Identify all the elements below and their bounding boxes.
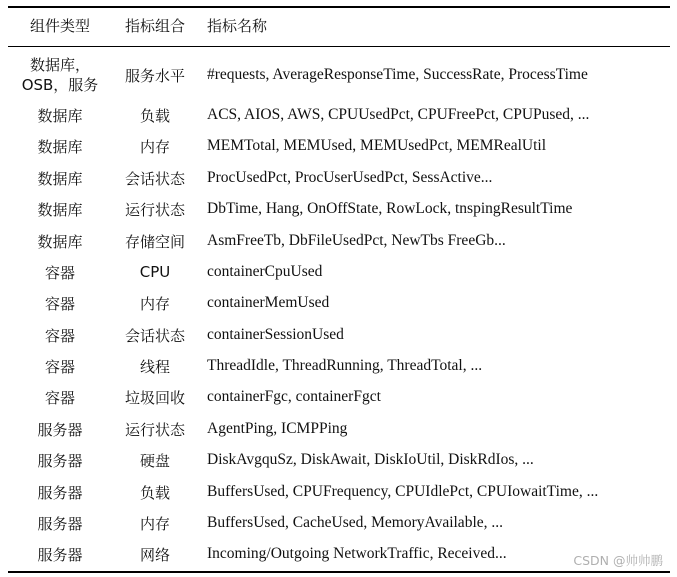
row-metrics: ThreadIdle, ThreadRunning, ThreadTotal, ... <box>207 357 483 374</box>
header-metrics: 指标名称 <box>207 16 268 35</box>
table-row <box>8 52 670 98</box>
table-row <box>8 508 670 538</box>
table-row <box>8 351 670 381</box>
row-group: 运行状态 <box>124 420 185 439</box>
row-component: 数据库 <box>37 137 83 156</box>
table-row <box>8 194 670 224</box>
row-group: 硬盘 <box>139 451 170 470</box>
row-group: 网络 <box>139 545 170 564</box>
row-metrics: Incoming/Outgoing NetworkTraffic, Received... <box>207 545 507 562</box>
row-group: 内存 <box>139 294 170 313</box>
row-component: 数据库 <box>37 232 83 251</box>
row-group: 负载 <box>139 106 170 125</box>
row-group: 线程 <box>139 357 170 376</box>
row-component-line: OSB，服务 <box>21 76 99 94</box>
row-group: CPU <box>139 263 171 281</box>
table-row <box>8 288 670 318</box>
row-metrics: ProcUsedPct, ProcUserUsedPct, SessActive... <box>207 169 493 186</box>
table-header <box>8 10 670 40</box>
row-component: 容器 <box>44 388 75 407</box>
row-metrics: containerSessionUsed <box>207 326 344 343</box>
table-row <box>8 257 670 287</box>
row-group: 运行状态 <box>124 200 185 219</box>
table-row <box>8 226 670 256</box>
row-metrics: BuffersUsed, CacheUsed, MemoryAvailable, ... <box>207 514 503 531</box>
table-row <box>8 477 670 507</box>
row-metrics: AgentPing, ICMPPing <box>207 420 348 437</box>
row-metrics: DbTime, Hang, OnOffState, RowLock, tnspingResultTime <box>207 200 573 217</box>
row-component: 服务器 <box>37 420 83 439</box>
table-row <box>8 163 670 193</box>
row-component: 服务器 <box>37 483 83 502</box>
header-rule <box>8 46 670 47</box>
row-component: 容器 <box>44 326 75 345</box>
row-component: 数据库 <box>37 106 83 125</box>
table-row <box>8 100 670 130</box>
top-rule <box>8 6 670 8</box>
row-metrics: containerMemUsed <box>207 294 330 311</box>
bottom-rule <box>8 571 670 573</box>
row-metrics: containerFgc, containerFgct <box>207 388 381 405</box>
row-group: 垃圾回收 <box>124 388 185 407</box>
header-group: 指标组合 <box>124 16 185 35</box>
watermark: CSDN @帅帅鹏 <box>573 553 663 568</box>
row-component: 数据库 <box>37 169 83 188</box>
table-row <box>8 131 670 161</box>
row-metrics: containerCpuUsed <box>207 263 323 280</box>
row-metrics: #requests, AverageResponseTime, SuccessRate, ProcessTime <box>207 66 588 83</box>
row-metrics: ACS, AIOS, AWS, CPUUsedPct, CPUFreePct, CPUPused, ... <box>207 106 590 123</box>
table-row <box>8 414 670 444</box>
row-component: 容器 <box>44 294 75 313</box>
row-metrics: DiskAvgquSz, DiskAwait, DiskIoUtil, DiskRdIos, ... <box>207 451 534 468</box>
row-component-line: 数据库， <box>29 56 90 74</box>
row-component: 数据库 <box>37 200 83 219</box>
header-component: 组件类型 <box>29 16 90 35</box>
row-group: 会话状态 <box>124 326 185 345</box>
table-row <box>8 539 670 569</box>
row-component <box>8 52 112 98</box>
row-metrics: BuffersUsed, CPUFrequency, CPUIdlePct, CPUIowaitTime, ... <box>207 483 599 500</box>
row-component: 容器 <box>44 263 75 282</box>
table-row <box>8 320 670 350</box>
row-group: 负载 <box>139 483 170 502</box>
row-group: 内存 <box>139 514 170 533</box>
table-row <box>8 382 670 412</box>
row-group: 内存 <box>139 137 170 156</box>
row-group: 会话状态 <box>124 169 185 188</box>
table-row <box>8 445 670 475</box>
row-component: 容器 <box>44 357 75 376</box>
row-metrics: MEMTotal, MEMUsed, MEMUsedPct, MEMRealUtil <box>207 137 547 154</box>
row-metrics: AsmFreeTb, DbFileUsedPct, NewTbs FreeGb... <box>207 232 506 249</box>
row-component: 服务器 <box>37 514 83 533</box>
row-component: 服务器 <box>37 545 83 564</box>
row-group: 存储空间 <box>124 232 185 251</box>
row-component: 服务器 <box>37 451 83 470</box>
row-group: 服务水平 <box>124 66 185 85</box>
